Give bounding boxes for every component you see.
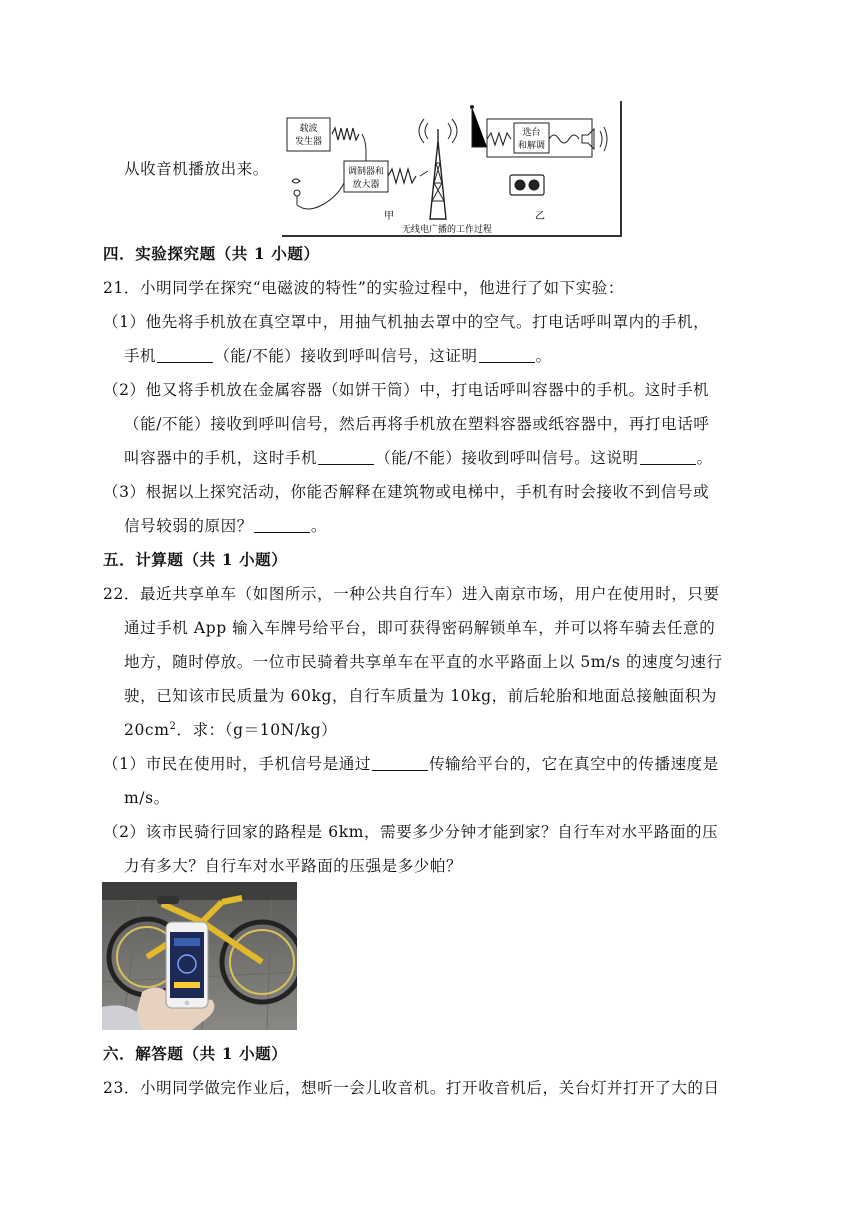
section-6-title: 六．解答题（共 1 小题） (103, 1044, 288, 1063)
carrier-label-2: 发生器 (294, 137, 323, 147)
q22-part1-line1 (103, 754, 719, 774)
q21-part3-line1: （3）根据以上探究活动，你能否解释在建筑物或电梯中，手机有时会接收不到信号或 (103, 483, 710, 501)
q21-part2-line3 (124, 448, 713, 468)
answer-blank[interactable] (254, 516, 310, 533)
label-right: 乙 (535, 211, 545, 222)
q21-part2-line2: （能/不能）接收到呼叫信号，然后再将手机放在塑料容器或纸容器中，再打电话呼 (124, 415, 710, 433)
modulator-label-1: 调制器和 (347, 167, 385, 177)
answer-blank[interactable] (157, 346, 213, 363)
tuner-label-1: 选台 (522, 128, 541, 138)
q22-line4: 驶，已知该市民质量为 60kg，自行车质量为 10kg，前后轮胎和地面总接触面积为 (124, 687, 718, 705)
carrier-label-1: 载波 (299, 124, 318, 134)
answer-blank[interactable] (318, 448, 374, 465)
diagram-caption: 无线电广播的工作过程 (402, 225, 493, 235)
q22-line3: 地方，随时停放。一位市民骑着共享单车在平直的水平路面上以 5m/s 的速度匀速行 (124, 653, 723, 671)
radio-set-icon (510, 175, 544, 195)
text-span: 信号较弱的原因？ (124, 517, 253, 535)
text-span: ．求：（g＝10N/kg） (176, 721, 338, 739)
q21-part1-line2 (124, 346, 552, 366)
answer-blank[interactable] (479, 346, 535, 363)
q21-part2-line1: （2）他又将手机放在金属容器（如饼干筒）中，打电话呼叫容器中的手机。这时手机 (103, 381, 710, 399)
smartphone-icon (166, 922, 208, 1008)
label-left: 甲 (384, 211, 394, 222)
q22-part2-line1: （2）该市民骑行回家的路程是 6km，需要多少分钟才能到家？自行车对水平路面的压 (103, 823, 719, 841)
text-span: 。 (535, 347, 552, 365)
q22-line1: 22．最近共享单车（如图所示，一种公共自行车）进入南京市场，用户在使用时，只要 (103, 585, 720, 603)
q21-stem: 21．小明同学在探究“电磁波的特性”的实验过程中，他进行了如下实验： (103, 279, 624, 297)
q21-part3-line2 (124, 516, 327, 536)
text-span: （能/不能）接收到呼叫信号，这证明 (214, 347, 478, 365)
superscript: 2 (169, 720, 177, 732)
transmitter-tower-icon (419, 119, 457, 219)
speaker-icon (582, 127, 607, 151)
answer-blank[interactable] (640, 448, 696, 465)
text-span: 20cm (124, 721, 170, 739)
q22-part1-line2: m/s。 (124, 789, 170, 807)
text-span: 。 (696, 449, 713, 467)
text-span: （1）市民在使用时，手机信号是通过 (103, 755, 372, 773)
text-span: 叫容器中的手机，这时手机 (124, 449, 318, 467)
q22-line2: 通过手机 App 输入车牌号给平台，即可获得密码解锁单车，并可以将车骑去任意的 (124, 619, 716, 637)
tuner-label-2: 和解调 (517, 141, 546, 151)
radio-broadcast-diagram (282, 101, 622, 237)
section-4-title: 四．实验探究题（共 1 小题） (103, 244, 320, 263)
text-span: （能/不能）接收到呼叫信号。这说明 (375, 449, 639, 467)
text-span: 传输给平台的，它在真空中的传播速度是 (429, 755, 719, 773)
microphone-icon (292, 179, 300, 205)
q22-line5 (124, 720, 337, 740)
text-span: 手机 (124, 347, 157, 365)
q23-line1: 23．小明同学做完作业后，想听一会儿收音机。打开收音机后，关台灯并打开了大的日 (103, 1079, 720, 1097)
shared-bike-photo (102, 882, 297, 1030)
text-span: 。 (310, 517, 327, 535)
answer-blank[interactable] (372, 754, 428, 771)
modulator-label-2: 放大器 (352, 180, 380, 190)
section-5-title: 五．计算题（共 1 小题） (103, 550, 288, 569)
q22-part2-line2: 力有多大？自行车对水平路面的压强是多少帕？ (124, 857, 463, 875)
continuation-text: 从收音机播放出来。 (124, 160, 269, 178)
q21-part1-line1: （1）他先将手机放在真空罩中，用抽气机抽去罩中的空气。打电话呼叫罩内的手机， (103, 313, 710, 331)
